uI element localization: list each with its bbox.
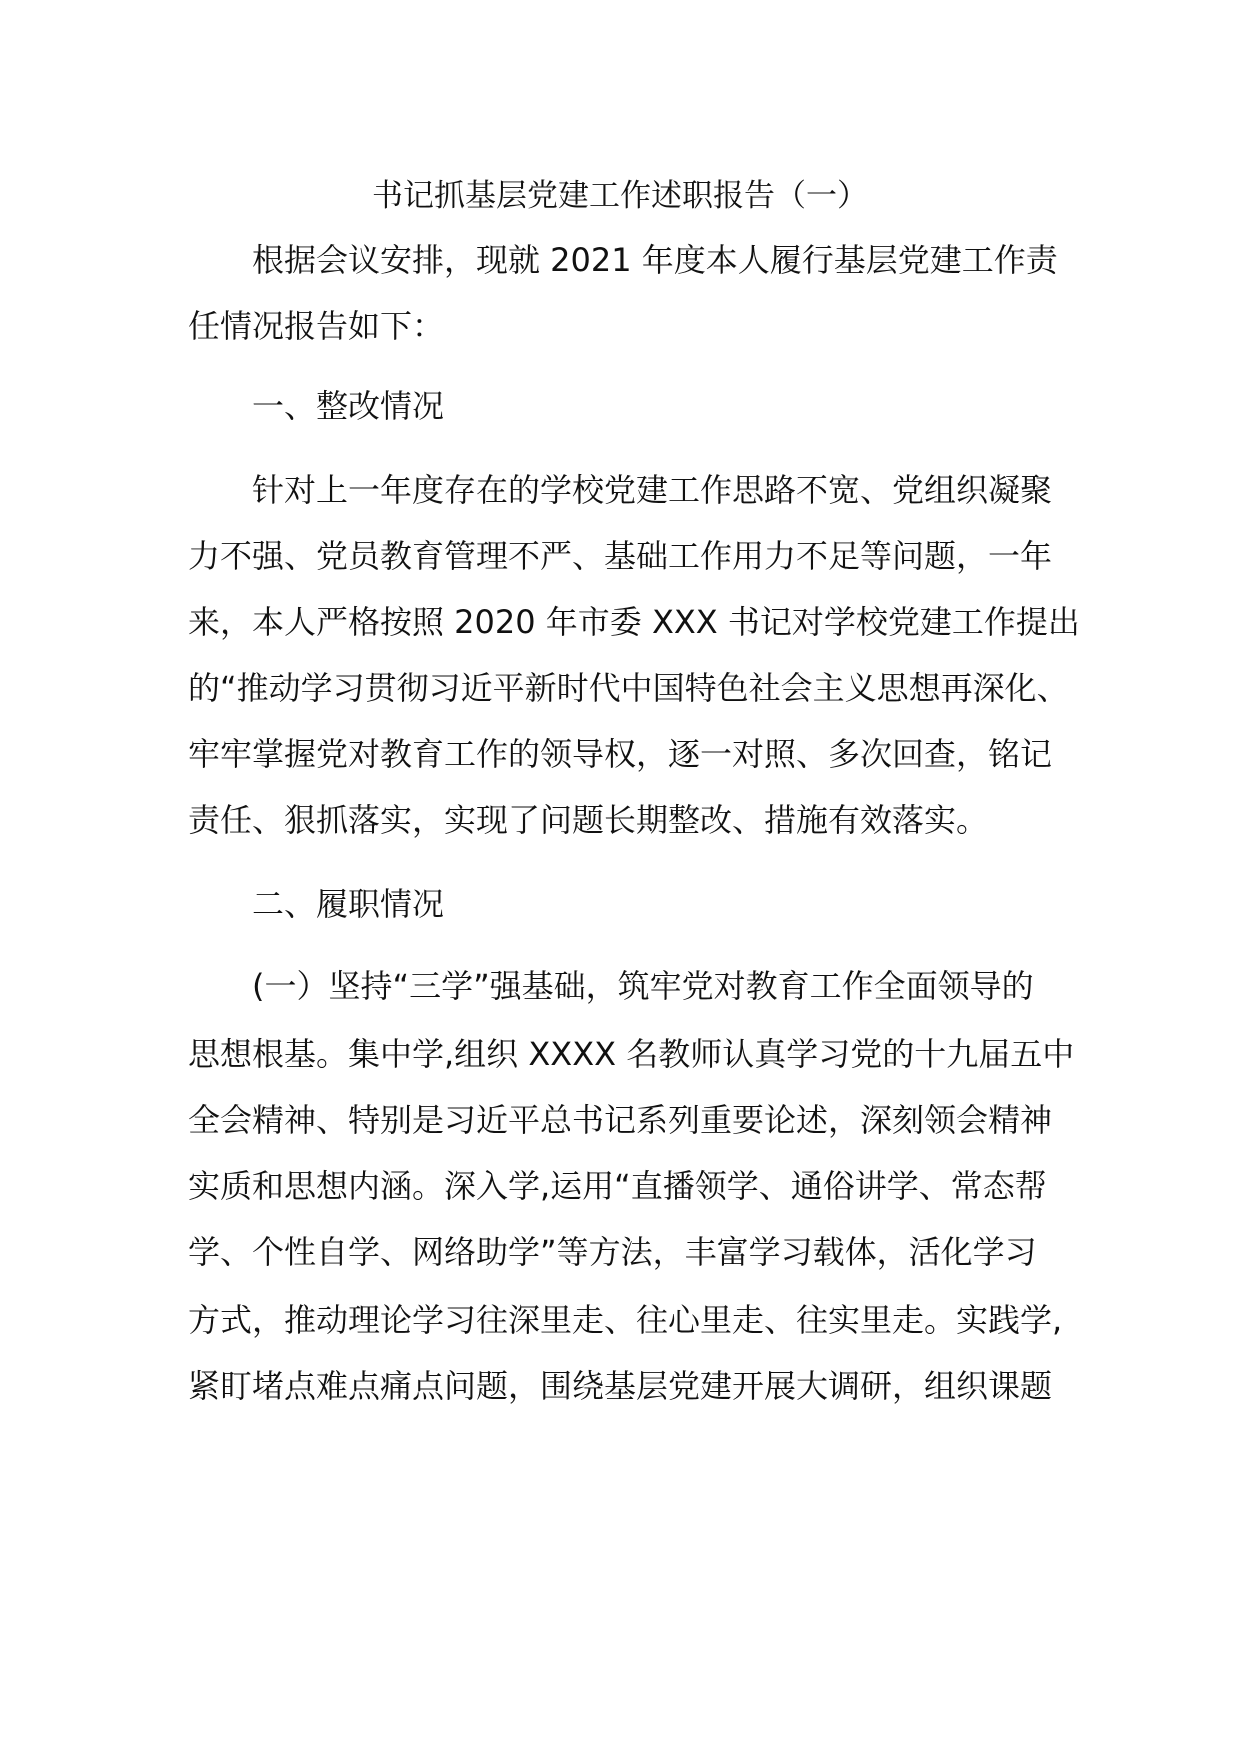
paragraph-line: 牢牢掌握党对教育工作的领导权，逐一对照、多次回查，铭记 xyxy=(188,735,1053,773)
paragraph-line: 全会精神、特别是习近平总书记系列重要论述，深刻领会精神 xyxy=(188,1101,1053,1139)
paragraph-line: 责任、狠抓落实，实现了问题长期整改、措施有效落实。 xyxy=(188,801,989,839)
paragraph-line: 根据会议安排，现就 2021 年度本人履行基层党建工作责 xyxy=(252,241,1058,279)
paragraph-line: 方式，推动理论学习往深里走、往心里走、往实里走。实践学, xyxy=(188,1301,1063,1339)
paragraph-line: (一）坚持“三学”强基础，筑牢党对教育工作全面领导的 xyxy=(252,967,1034,1005)
paragraph-line: 的“推动学习贯彻习近平新时代中国特色社会主义思想再深化、 xyxy=(188,669,1069,707)
paragraph-line: 任情况报告如下： xyxy=(188,307,445,345)
document-title: 书记抓基层党建工作述职报告（一） xyxy=(372,178,868,214)
paragraph-line: 紧盯堵点难点痛点问题，围绕基层党建开展大调研，组织课题 xyxy=(188,1367,1053,1405)
paragraph-line: 来，本人严格按照 2020 年市委 XXX 书记对学校党建工作提出 xyxy=(188,603,1080,641)
paragraph-line: 力不强、党员教育管理不严、基础工作用力不足等问题，一年 xyxy=(188,537,1053,575)
section-heading: 一、整改情况 xyxy=(252,387,445,425)
section-heading: 二、履职情况 xyxy=(252,885,445,923)
paragraph-line: 思想根基。集中学,组织 XXXX 名教师认真学习党的十九届五中 xyxy=(188,1035,1075,1073)
paragraph-line: 针对上一年度存在的学校党建工作思路不宽、党组织凝聚 xyxy=(252,471,1053,509)
paragraph-line: 实质和思想内涵。深入学,运用“直播领学、通俗讲学、常态帮 xyxy=(188,1167,1047,1205)
paragraph-line: 学、个性自学、网络助学”等方法，丰富学习载体，活化学习 xyxy=(188,1233,1037,1271)
